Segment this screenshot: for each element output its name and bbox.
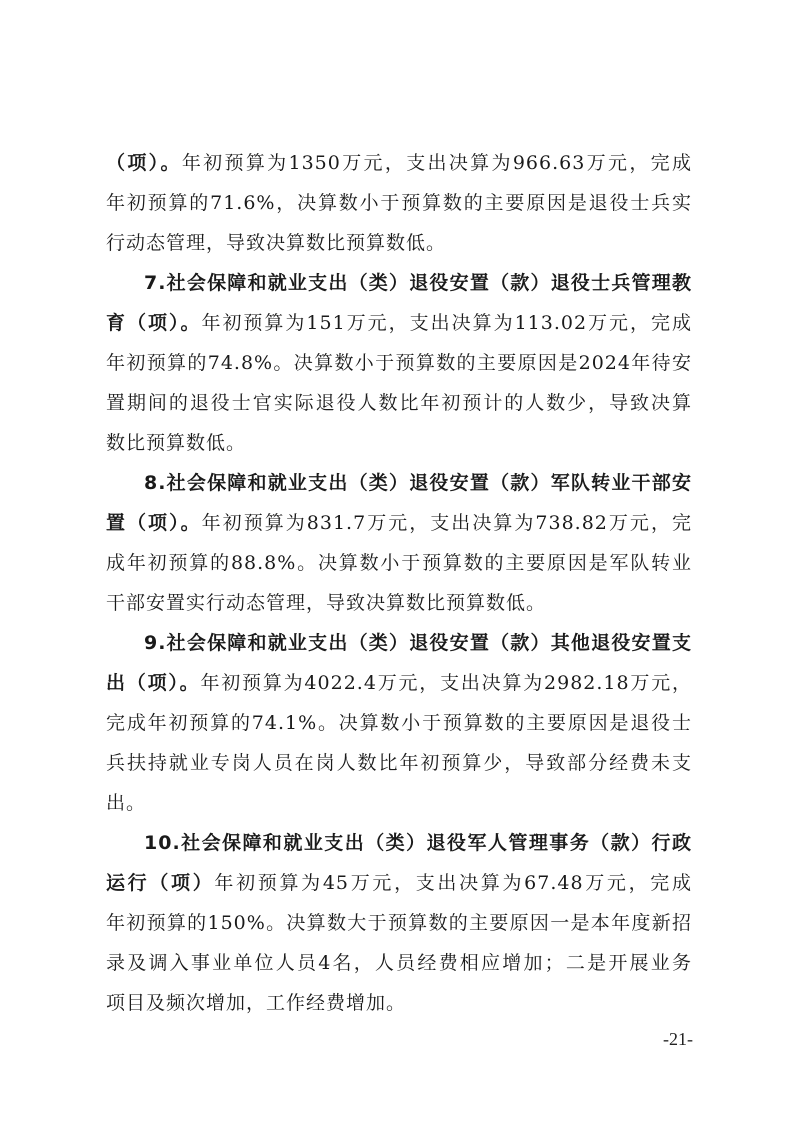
text-line [106,865,692,901]
body-text: 录及调入事业单位人员4名，人员经费相应增加；二是开展业务 [106,952,692,974]
body-text: 年初预算为45万元，支出决算为67.48万元，完成 [214,872,692,894]
text-line [106,225,692,261]
text-line [106,665,692,701]
text-line [106,505,692,541]
body-text: 年初预算为1350万元，支出决算为966.63万元，完成 [181,152,692,174]
bold-heading-fragment: 8.社会保障和就业支出（类）退役安置（款）军队转业干部安 [144,472,692,494]
body-text: 完成年初预算的74.1%。决算数小于预算数的主要原因是退役士 [106,712,692,734]
text-line [106,985,692,1021]
body-text: 干部安置实行动态管理，导致决算数比预算数低。 [106,592,547,614]
body-text: 数比预算数低。 [106,432,247,454]
body-text: 项目及频次增加，工作经费增加。 [106,992,407,1014]
bold-heading-fragment: 10.社会保障和就业支出（类）退役军人管理事务（款）行政 [144,832,692,854]
text-line [106,705,692,741]
text-line [106,785,692,821]
text-line [106,945,692,981]
body-text: 成年初预算的88.8%。决算数小于预算数的主要原因是军队转业 [106,552,692,574]
text-line [106,305,692,341]
bold-heading-fragment: （项）。 [106,152,182,174]
body-text: 兵扶持就业专岗人员在岗人数比年初预算少，导致部分经费未支 [106,752,692,774]
text-line [106,545,692,581]
body-text: 年初预算为831.7万元，支出决算为738.82万元，完 [201,512,692,534]
bold-heading-fragment: 运行（项） [106,872,215,894]
text-line [106,385,692,421]
body-text: 年初预算为4022.4万元，支出决算为2982.18万元， [200,672,692,694]
body-text: 年初预算为151万元，支出决算为113.02万元，完成 [201,312,692,334]
bold-heading-fragment: 置（项）。 [106,512,202,534]
text-line [106,905,692,941]
text-line [106,425,692,461]
item-8-heading [144,465,692,501]
bold-heading-fragment: 出（项）。 [106,672,201,694]
text-line [106,585,692,621]
body-text: 年初预算的74.8%。决算数小于预算数的主要原因是2024年待安 [106,352,692,374]
text-line [106,745,692,781]
text-line [106,185,692,221]
item-9-heading [144,625,692,661]
bold-heading-fragment: 7.社会保障和就业支出（类）退役安置（款）退役士兵管理教 [144,272,692,294]
bold-heading-fragment: 育（项）。 [106,312,202,334]
item-10-heading [144,825,692,861]
item-7-heading [144,265,692,301]
body-text: 行动态管理，导致决算数比预算数低。 [106,232,447,254]
bold-heading-fragment: 9.社会保障和就业支出（类）退役安置（款）其他退役安置支 [144,632,692,654]
page-number: -21- [663,1029,693,1049]
body-text: 置期间的退役士官实际退役人数比年初预计的人数少，导致决算 [106,392,692,414]
body-text: 年初预算的71.6%，决算数小于预算数的主要原因是退役士兵实 [106,192,692,214]
text-line [106,145,692,181]
text-line [106,345,692,381]
body-text: 年初预算的150%。决算数大于预算数的主要原因一是本年度新招 [106,912,692,934]
body-text: 出。 [106,792,147,814]
